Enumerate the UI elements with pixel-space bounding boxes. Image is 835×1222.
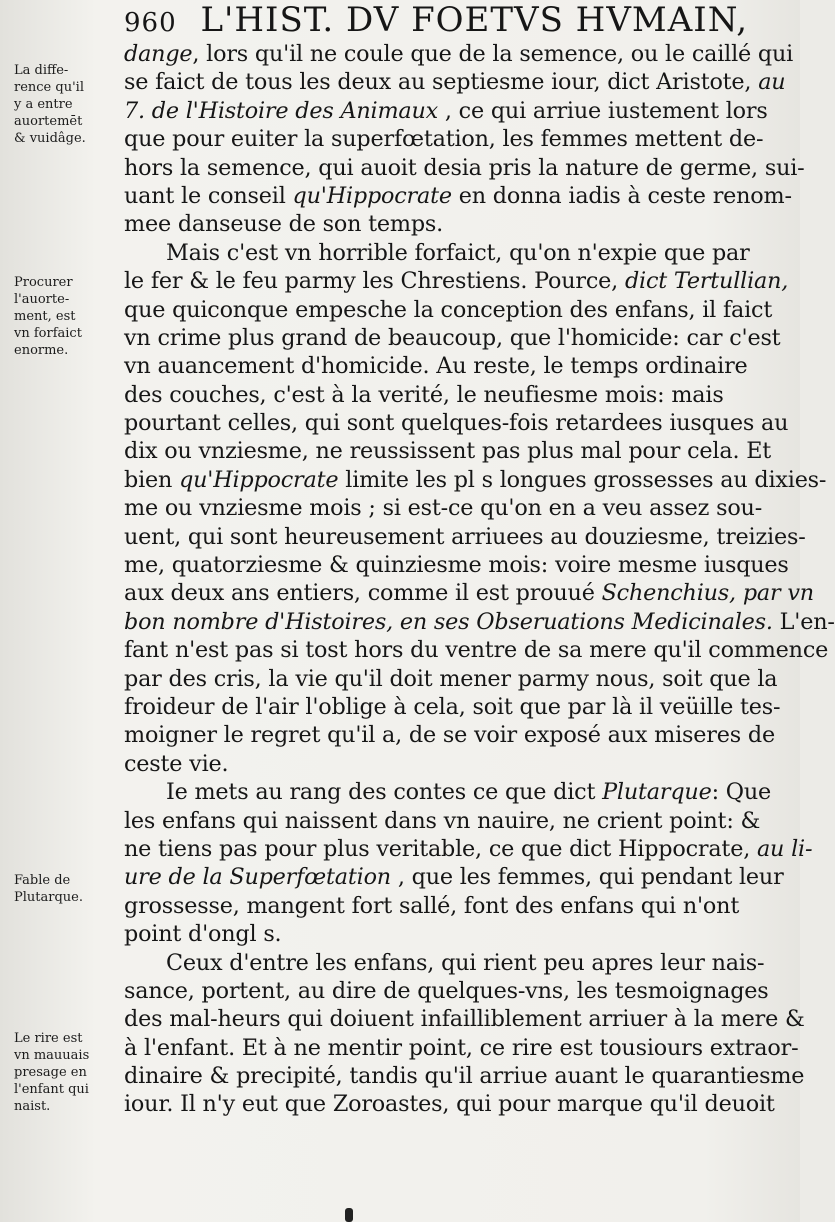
italic-reference: Plutarque (602, 779, 712, 806)
margin-note-avortement-difference (14, 62, 122, 147)
margin-note-line: La diffe- (14, 63, 69, 78)
text-run: grossesse, mangent fort sallé, font des enfans qui n'ont (124, 892, 740, 919)
text-line (124, 523, 806, 551)
text-line (124, 693, 784, 721)
margin-note-line: l'auorte- (14, 292, 70, 307)
text-line (124, 239, 784, 267)
margin-note-line: & vuidâge. (14, 131, 86, 146)
italic-reference: bon nombre d'Histoires, en ses Obseruations Medicinales. (124, 608, 773, 635)
text-line (124, 750, 784, 778)
text-run: Ceux d'entre les enfans, qui rient peu apres leur nais- (166, 949, 765, 976)
text-run: , que les femmes, qui pendant leur (390, 864, 784, 891)
margin-note-line: Procurer (14, 275, 73, 290)
text-run: que quiconque empesche la conception des enfans, il faict (124, 296, 773, 323)
margin-note-line: l'enfant qui (14, 1082, 89, 1097)
italic-reference: au (758, 69, 786, 96)
text-line (124, 352, 784, 380)
text-line (124, 949, 784, 977)
margin-note-line: auortemēt (14, 114, 83, 129)
text-run: uent, qui sont heureusement arriuees au douziesme, treizies- (124, 523, 806, 550)
text-line (124, 466, 827, 494)
text-line (124, 1034, 799, 1062)
italic-reference: ure de la Superfœtation (124, 864, 391, 891)
page-number: 960 (124, 8, 177, 38)
text-line (124, 636, 829, 664)
margin-note-line: enorme. (14, 343, 69, 358)
text-line (124, 1090, 784, 1118)
margin-note-line: Le rire est (14, 1031, 83, 1046)
text-line (124, 267, 789, 295)
italic-reference: qu'Hippocrate (292, 182, 452, 209)
text-line (124, 1062, 805, 1090)
text-run: , ce qui arriue iustement lors (438, 97, 768, 124)
italic-reference: dange (124, 41, 193, 67)
text-run: moigner le regret qu'il a, de se voir exposé aux miseres de (124, 722, 775, 749)
italic-reference: au li- (756, 835, 813, 862)
running-header (124, 0, 784, 40)
text-line (124, 608, 835, 636)
text-run: que pour euiter la superfœtation, les femmes mettent de- (124, 126, 764, 153)
text-line (124, 920, 784, 948)
text-run: se faict de tous les deux au septiesme iour, dict Aristote, (124, 69, 759, 96)
text-line (124, 778, 784, 806)
text-line (124, 863, 784, 891)
text-line (124, 324, 784, 352)
text-run: mee danseuse de son temps. (124, 211, 444, 238)
text-run: Ie mets au rang des contes ce que dict (166, 779, 603, 806)
text-line (124, 381, 784, 409)
text-run: , lors qu'il ne coule que de la semence, ou le caillé qui (192, 41, 794, 67)
margin-note-line: rence qu'il (14, 80, 84, 95)
italic-reference: qu'Hippocrate (179, 466, 339, 493)
text-run: point d'ongl s. (124, 921, 282, 948)
body-text (124, 40, 835, 1119)
margin-note-line: vn forfaict (14, 326, 82, 341)
text-run: L'en- (772, 608, 835, 635)
text-run: vn auancement d'homicide. Au reste, le temps ordinaire (124, 353, 748, 380)
italic-reference: 7. de l'Histoire des Animaux (124, 97, 439, 124)
text-run: froideur de l'air l'oblige à cela, soit que par là il veüille tes- (124, 693, 781, 720)
text-run: bien (124, 466, 180, 493)
text-line (124, 182, 792, 210)
margin-note-line: Fable de (14, 873, 71, 888)
text-line (124, 892, 784, 920)
italic-reference: dict Tertullian, (624, 268, 789, 295)
margin-note-line: presage en (14, 1065, 87, 1080)
text-line (124, 835, 813, 863)
margin-note-line: ment, est (14, 309, 76, 324)
text-line (124, 40, 794, 68)
text-run: des couches, c'est à la verité, le neufiesme mois: mais (124, 381, 724, 408)
text-line (124, 977, 784, 1005)
text-line (124, 494, 784, 522)
text-run: ceste vie. (124, 750, 229, 777)
text-line (124, 807, 784, 835)
margin-note-rire-presage (14, 1030, 122, 1115)
text-line (124, 665, 784, 693)
text-line (124, 68, 784, 96)
text-run: : Que (711, 779, 771, 806)
text-run: dix ou vnziesme, ne reussissent pas plus mal pour cela. Et (124, 438, 772, 465)
text-line (124, 210, 784, 238)
margin-note-fable-plutarque (14, 872, 122, 906)
text-run: ne tiens pas pour plus veritable, ce que dict Hippocrate, (124, 835, 757, 862)
text-run: les enfans qui naissent dans vn nauire, ne crient point: & (124, 807, 761, 834)
text-run: à l'enfant. Et à ne mentir point, ce rire est tousiours extraor- (124, 1034, 799, 1061)
text-run: vn crime plus grand de beaucoup, que l'homicide: car c'est (124, 324, 781, 351)
text-run: limite les pl s longues grossesses au dixies- (338, 466, 827, 493)
margin-note-line: y a entre (14, 97, 73, 112)
text-run: en donna iadis à ceste renom- (451, 182, 792, 209)
text-line (124, 437, 784, 465)
text-run: pourtant celles, qui sont quelques-fois retardees iusques au (124, 410, 789, 437)
text-run: aux deux ans entiers, comme il est prouué (124, 580, 602, 607)
text-line (124, 551, 789, 579)
margin-note-line: Plutarque. (14, 890, 83, 905)
text-line (124, 125, 784, 153)
text-run: Mais c'est vn horrible forfaict, qu'on n'expie que par (166, 239, 750, 266)
italic-reference: Schenchius, par vn (601, 580, 814, 607)
type-sort-mark (345, 1208, 353, 1222)
text-line (124, 1005, 805, 1033)
text-run: me ou vnziesme mois ; si est-ce qu'on en a veu assez sou- (124, 495, 763, 522)
text-line (124, 721, 784, 749)
running-title: L'HIST. DV FOETVS HVMAIN, (200, 0, 749, 40)
text-line (124, 409, 789, 437)
text-line (124, 579, 814, 607)
text-run: des mal-heurs qui doiuent infailliblement arriuer à la mere & (124, 1006, 805, 1033)
text-run: uant le conseil (124, 182, 293, 209)
text-run: sance, portent, au dire de quelques-vns, les tesmoignages (124, 977, 769, 1004)
margin-note-procurer-avortement (14, 274, 122, 359)
text-run: me, quatorziesme & quinziesme mois: voire mesme iusques (124, 552, 789, 579)
text-run: hors la semence, qui auoit desia pris la nature de germe, sui- (124, 154, 805, 181)
text-run: fant n'est pas si tost hors du ventre de sa mere qu'il commence (124, 637, 829, 664)
text-line (124, 296, 784, 324)
text-run: par des cris, la vie qu'il doit mener parmy nous, soit que la (124, 665, 778, 692)
text-run: le fer & le feu parmy les Chrestiens. Pource, (124, 268, 625, 295)
margin-note-line: vn mauuais (14, 1048, 90, 1063)
text-run: dinaire & precipité, tandis qu'il arriue auant le quarantiesme (124, 1063, 805, 1090)
margin-note-line: naist. (14, 1099, 51, 1114)
text-run: iour. Il n'y eut que Zoroastes, qui pour marque qu'il deuoit (124, 1091, 775, 1118)
text-line (124, 97, 784, 125)
text-line (124, 154, 805, 182)
